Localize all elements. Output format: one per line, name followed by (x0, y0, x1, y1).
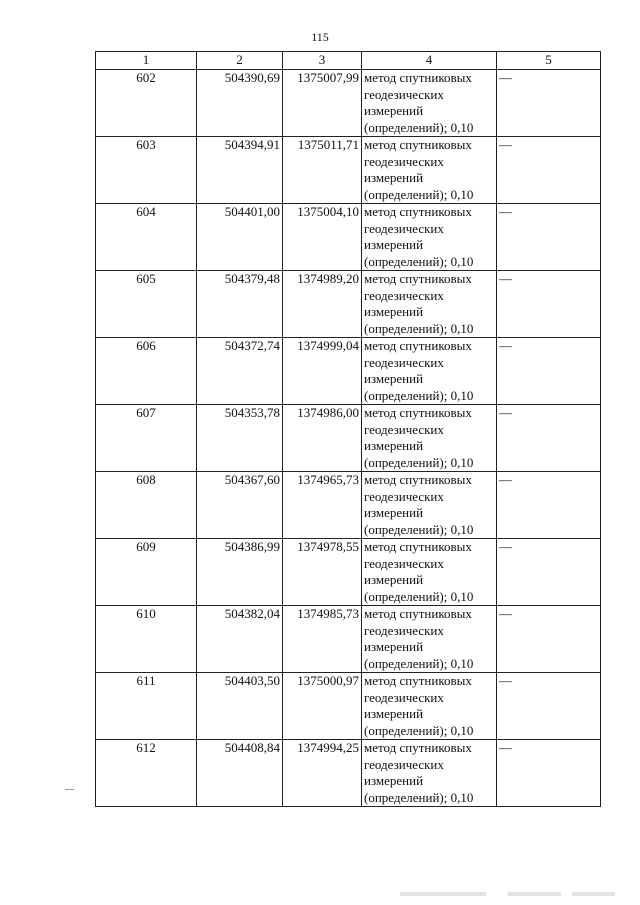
coordinate-x: 504386,99 (197, 539, 283, 606)
coordinate-x: 504372,74 (197, 338, 283, 405)
method-line: метод спутниковых (364, 673, 472, 688)
note-cell: — (497, 338, 601, 405)
method-line: метод спутниковых (364, 338, 472, 353)
method-line: (определений); 0,10 (364, 722, 474, 738)
column-header: 5 (497, 52, 601, 70)
table-row (96, 204, 601, 271)
method-line: измерений (364, 505, 424, 520)
coordinate-y: 1374985,73 (283, 606, 362, 673)
method-line: (определений); 0,10 (364, 789, 474, 805)
column-header: 1 (96, 52, 197, 70)
method-line: (определений); 0,10 (364, 320, 474, 336)
coordinate-y: 1375011,71 (283, 137, 362, 204)
method-cell (362, 204, 497, 271)
method-line: измерений (364, 237, 424, 252)
method-line: метод спутниковых (364, 70, 472, 85)
method-line: измерений (364, 706, 424, 721)
method-line: метод спутниковых (364, 539, 472, 554)
method-line: (определений); 0,10 (364, 655, 474, 671)
method-line: геодезических (364, 287, 444, 303)
method-line: метод спутниковых (364, 606, 472, 621)
note-cell: — (497, 740, 601, 807)
method-line: метод спутниковых (364, 137, 472, 152)
method-line: (определений); 0,10 (364, 387, 474, 403)
coordinate-x: 504403,50 (197, 673, 283, 740)
table-row (96, 271, 601, 338)
note-cell: — (497, 472, 601, 539)
point-number: 610 (96, 606, 197, 673)
table-row (96, 539, 601, 606)
method-line: измерений (364, 639, 424, 654)
method-line: геодезических (364, 756, 444, 772)
table-header-row (96, 52, 601, 70)
method-cell (362, 70, 497, 137)
method-line: измерений (364, 572, 424, 587)
point-number: 606 (96, 338, 197, 405)
method-line: измерений (364, 438, 424, 453)
coordinate-x: 504353,78 (197, 405, 283, 472)
coordinate-y: 1374978,55 (283, 539, 362, 606)
method-line: геодезических (364, 689, 444, 705)
method-line: метод спутниковых (364, 204, 472, 219)
margin-mark (65, 789, 74, 790)
method-line: геодезических (364, 488, 444, 504)
coordinate-y: 1374999,04 (283, 338, 362, 405)
table-row (96, 673, 601, 740)
method-line: метод спутниковых (364, 271, 472, 286)
note-cell: — (497, 204, 601, 271)
method-line: метод спутниковых (364, 405, 472, 420)
coordinate-y: 1374989,20 (283, 271, 362, 338)
coordinate-x: 504367,60 (197, 472, 283, 539)
method-cell (362, 271, 497, 338)
method-cell (362, 673, 497, 740)
method-line: геодезических (364, 354, 444, 370)
method-line: (определений); 0,10 (364, 186, 474, 202)
coordinate-x: 504394,91 (197, 137, 283, 204)
column-header: 4 (362, 52, 497, 70)
table-row (96, 70, 601, 137)
table-row (96, 606, 601, 673)
note-cell: — (497, 137, 601, 204)
coordinate-y: 1375000,97 (283, 673, 362, 740)
note-cell: — (497, 405, 601, 472)
method-cell (362, 405, 497, 472)
coordinate-y: 1374986,00 (283, 405, 362, 472)
footer-scan-artifact (400, 892, 615, 896)
method-line: (определений); 0,10 (364, 454, 474, 470)
table-row (96, 472, 601, 539)
method-line: измерений (364, 103, 424, 118)
method-line: измерений (364, 170, 424, 185)
point-number: 609 (96, 539, 197, 606)
note-cell: — (497, 606, 601, 673)
table-body (96, 70, 601, 807)
note-cell: — (497, 539, 601, 606)
method-line: геодезических (364, 555, 444, 571)
point-number: 605 (96, 271, 197, 338)
point-number: 611 (96, 673, 197, 740)
method-line: измерений (364, 773, 424, 788)
method-line: геодезических (364, 421, 444, 437)
coordinate-x: 504408,84 (197, 740, 283, 807)
method-line: измерений (364, 304, 424, 319)
coordinate-y: 1375004,10 (283, 204, 362, 271)
method-cell (362, 338, 497, 405)
method-cell (362, 740, 497, 807)
method-line: (определений); 0,10 (364, 253, 474, 269)
coordinate-x: 504382,04 (197, 606, 283, 673)
point-number: 612 (96, 740, 197, 807)
method-line: (определений); 0,10 (364, 588, 474, 604)
method-line: геодезических (364, 220, 444, 236)
table-row (96, 137, 601, 204)
column-header: 3 (283, 52, 362, 70)
method-line: (определений); 0,10 (364, 119, 474, 135)
coordinate-x: 504390,69 (197, 70, 283, 137)
coordinate-y: 1374965,73 (283, 472, 362, 539)
coordinate-y: 1374994,25 (283, 740, 362, 807)
method-line: геодезических (364, 622, 444, 638)
method-line: геодезических (364, 86, 444, 102)
method-cell (362, 606, 497, 673)
method-line: измерений (364, 371, 424, 386)
note-cell: — (497, 271, 601, 338)
note-cell: — (497, 70, 601, 137)
coordinate-x: 504401,00 (197, 204, 283, 271)
column-header: 2 (197, 52, 283, 70)
method-line: метод спутниковых (364, 472, 472, 487)
point-number: 602 (96, 70, 197, 137)
table-row (96, 740, 601, 807)
coordinates-table (95, 51, 601, 807)
method-cell (362, 539, 497, 606)
page-number: 115 (311, 30, 329, 44)
method-line: геодезических (364, 153, 444, 169)
table-row (96, 338, 601, 405)
point-number: 603 (96, 137, 197, 204)
coordinate-x: 504379,48 (197, 271, 283, 338)
method-cell (362, 472, 497, 539)
point-number: 608 (96, 472, 197, 539)
method-line: метод спутниковых (364, 740, 472, 755)
table-row (96, 405, 601, 472)
method-line: (определений); 0,10 (364, 521, 474, 537)
coordinate-y: 1375007,99 (283, 70, 362, 137)
note-cell: — (497, 673, 601, 740)
point-number: 607 (96, 405, 197, 472)
point-number: 604 (96, 204, 197, 271)
method-cell (362, 137, 497, 204)
